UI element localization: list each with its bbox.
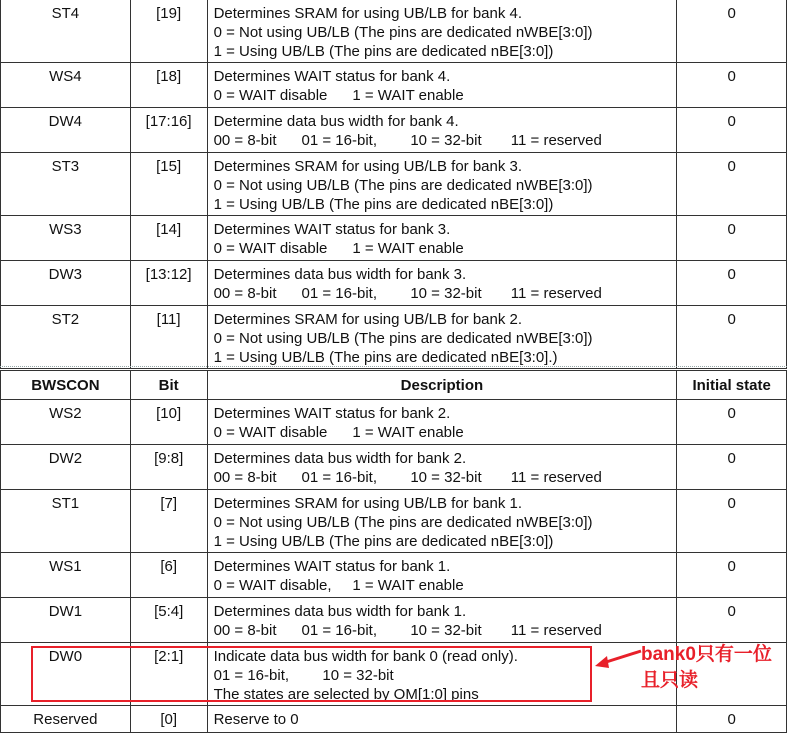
register-bit-range: [7] (130, 490, 207, 553)
register-initial-state: 0 (677, 216, 787, 261)
register-description (207, 63, 677, 108)
description-line: Determines WAIT status for bank 4. (213, 68, 451, 85)
description-line: 0 = Not using UB/LB (The pins are dedicated nWBE[3:0]) (213, 514, 593, 531)
description-line: 0 = Not using UB/LB (The pins are dedicated nWBE[3:0]) (213, 330, 593, 347)
register-bit-range: [11] (130, 306, 207, 369)
description-line: Indicate data bus width for bank 0 (read only). (213, 648, 518, 665)
description-line: 1 = Using UB/LB (The pins are dedicated nBE[3:0]) (213, 533, 554, 550)
register-description (207, 706, 677, 733)
register-bit-range: [9:8] (130, 445, 207, 490)
register-initial-state: 0 (677, 706, 787, 733)
register-description (207, 261, 677, 306)
description-line: Determine data bus width for bank 4. (213, 113, 459, 130)
register-field-name: DW2 (1, 445, 131, 490)
register-bit-range: [13:12] (130, 261, 207, 306)
table-body-top (1, 0, 787, 369)
register-initial-state: 0 (677, 598, 787, 643)
table-header-row (1, 371, 787, 400)
register-field-name: WS3 (1, 216, 131, 261)
register-description (207, 445, 677, 490)
register-bit-range: [10] (130, 400, 207, 445)
description-line: 0 = Not using UB/LB (The pins are dedicated nWBE[3:0]) (213, 177, 593, 194)
register-initial-state: 0 (677, 261, 787, 306)
register-bit-range: [17:16] (130, 108, 207, 153)
register-field-name: DW3 (1, 261, 131, 306)
register-field-name: WS2 (1, 400, 131, 445)
description-line: Determines WAIT status for bank 2. (213, 405, 451, 422)
register-description (207, 400, 677, 445)
register-initial-state: 0 (677, 490, 787, 553)
register-description (207, 306, 677, 369)
register-initial-state: 0 (677, 553, 787, 598)
table-row (1, 706, 787, 733)
register-initial-state: 0 (677, 445, 787, 490)
register-initial-state: 0 (677, 108, 787, 153)
arrow-icon (593, 643, 643, 673)
register-bit-range: [6] (130, 553, 207, 598)
register-field-name: Reserved (1, 706, 131, 733)
register-field-name: DW1 (1, 598, 131, 643)
register-initial-state: 0 (677, 0, 787, 63)
register-field-name: ST4 (1, 0, 131, 63)
description-line: 00 = 8-bit 01 = 16-bit, 10 = 32-bit 11 = reserved (213, 469, 602, 486)
description-line: Determines SRAM for using UB/LB for bank 4. (213, 5, 523, 22)
table-row (1, 261, 787, 306)
register-description (207, 153, 677, 216)
table-row (1, 108, 787, 153)
register-bit-range: [14] (130, 216, 207, 261)
description-line: Determines SRAM for using UB/LB for bank 3. (213, 158, 523, 175)
register-description (207, 490, 677, 553)
register-description (207, 216, 677, 261)
register-bit-range: [15] (130, 153, 207, 216)
register-description (207, 598, 677, 643)
description-line: Determines data bus width for bank 1. (213, 603, 467, 620)
description-line: 1 = Using UB/LB (The pins are dedicated nBE[3:0].) (213, 349, 558, 366)
description-line: 0 = WAIT disable, 1 = WAIT enable (213, 577, 464, 594)
register-field-name: WS4 (1, 63, 131, 108)
register-bit-range: [0] (130, 706, 207, 733)
description-line: 00 = 8-bit 01 = 16-bit, 10 = 32-bit 11 = reserved (213, 132, 602, 149)
description-line: The states are selected by OM[1:0] pins (213, 686, 479, 703)
register-description (207, 0, 677, 63)
dw0-highlight-box (31, 646, 592, 702)
register-field-name: ST3 (1, 153, 131, 216)
table-row (1, 598, 787, 643)
description-line: 00 = 8-bit 01 = 16-bit, 10 = 32-bit 11 = reserved (213, 285, 602, 302)
register-initial-state: 0 (677, 306, 787, 369)
description-line: 0 = WAIT disable 1 = WAIT enable (213, 87, 464, 104)
description-line: 00 = 8-bit 01 = 16-bit, 10 = 32-bit 11 = reserved (213, 622, 602, 639)
table-row (1, 553, 787, 598)
table-row (1, 63, 787, 108)
header-description: Description (207, 371, 677, 400)
register-field-name: ST2 (1, 306, 131, 369)
description-line: Determines data bus width for bank 3. (213, 266, 467, 283)
description-line: 0 = WAIT disable 1 = WAIT enable (213, 240, 464, 257)
table-row (1, 216, 787, 261)
table-row (1, 306, 787, 369)
register-initial-state: 0 (677, 400, 787, 445)
description-line: 01 = 16-bit, 10 = 32-bit (213, 667, 394, 684)
register-bit-range: [19] (130, 0, 207, 63)
table-row (1, 153, 787, 216)
description-line: Determines WAIT status for bank 1. (213, 558, 451, 575)
header-bwscon: BWSCON (1, 371, 131, 400)
description-line: Determines SRAM for using UB/LB for bank 1. (213, 495, 523, 512)
register-field-name: DW0 (1, 643, 131, 706)
register-bit-range: [18] (130, 63, 207, 108)
table-row (1, 400, 787, 445)
register-field-name: WS1 (1, 553, 131, 598)
description-line: 1 = Using UB/LB (The pins are dedicated nBE[3:0]) (213, 43, 554, 60)
header-initial-state: Initial state (677, 371, 787, 400)
table-row (1, 490, 787, 553)
description-line: Determines data bus width for bank 2. (213, 450, 467, 467)
register-field-name: DW4 (1, 108, 131, 153)
description-line: Determines SRAM for using UB/LB for bank 2. (213, 311, 523, 328)
table-row (1, 445, 787, 490)
description-line: 1 = Using UB/LB (The pins are dedicated nBE[3:0]) (213, 196, 554, 213)
annotation-note: bank0只有一位 且只读 (641, 644, 772, 691)
register-bit-range: [2:1] (130, 643, 207, 706)
register-bit-range: [5:4] (130, 598, 207, 643)
description-line: Reserve to 0 (213, 711, 299, 728)
register-initial-state: 0 (677, 63, 787, 108)
description-line: 0 = WAIT disable 1 = WAIT enable (213, 424, 464, 441)
register-description (207, 553, 677, 598)
description-line: 0 = Not using UB/LB (The pins are dedicated nWBE[3:0]) (213, 24, 593, 41)
table-row (1, 0, 787, 63)
page-break-line (0, 366, 787, 367)
header-bit: Bit (130, 371, 207, 400)
register-field-name: ST1 (1, 490, 131, 553)
description-line: Determines WAIT status for bank 3. (213, 221, 451, 238)
register-initial-state: 0 (677, 153, 787, 216)
register-description (207, 108, 677, 153)
